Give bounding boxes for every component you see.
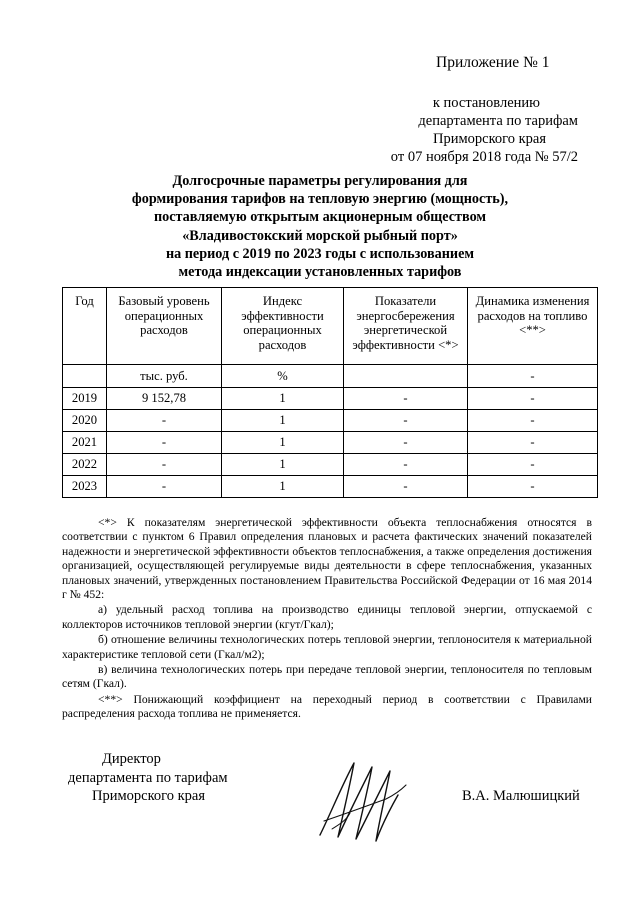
table-cell: - (468, 388, 598, 410)
table-cell: - (468, 432, 598, 454)
appendix-ref-line: от 07 ноября 2018 года № 57/2 (390, 149, 578, 165)
table-cell: - (344, 476, 468, 498)
footnote-paragraph: а) удельный расход топлива на производство единицы тепловой энергии, отпускаемой с коллекторов источников тепловой энергии (кгут/Гкал); (62, 603, 592, 631)
appendix-ref-line: к постановлению (432, 95, 540, 111)
table-header-row (63, 288, 598, 365)
appendix-title: Приложение № 1 (436, 54, 550, 71)
year-cell: 2020 (63, 410, 107, 432)
signatory-position (68, 750, 228, 806)
unit-cell (63, 365, 107, 388)
footnote-paragraph: <**> Понижающий коэффициент на переходный период в соответствии с Правилами распределения расхода топлива не применяется. (62, 692, 592, 721)
unit-cell: % (222, 365, 344, 388)
footnote-paragraph: <*> К показателям энергетической эффективности объекта теплоснабжения относятся в соответствии с пунктом 6 Правил определения плановых и расчета фактических значений показателей надежности и энергетической эффективности объектов теплоснабжения, а также определения достижения организацией, осуществляющей регулируемые виды деятельности в сфере теплоснабжения, указанных плановых значений, утвержденных постановлением Правительства Российской Федерации от 16 мая 2014 г № 452: (62, 516, 592, 602)
table-cell: - (344, 432, 468, 454)
position-line: Директор (102, 751, 161, 767)
title-line: метода индексации установленных тарифов (178, 264, 462, 281)
title-line: формирования тарифов на тепловую энергию (мощность), (131, 191, 509, 208)
table-cell: 9 152,78 (107, 388, 222, 410)
table-row (63, 432, 598, 454)
table-units-row (63, 365, 598, 388)
unit-cell: тыс. руб. (107, 365, 222, 388)
document-title (70, 172, 570, 281)
year-cell: 2023 (63, 476, 107, 498)
appendix-reference (391, 94, 578, 166)
footnote-paragraph: б) отношение величины технологических потерь тепловой энергии, теплоносителя к материальной характеристике тепловой сети (Гкал/м2); (62, 633, 592, 661)
header-year: Год (63, 288, 107, 365)
table-cell: 1 (222, 388, 344, 410)
appendix-ref-line: департамента по тарифам (418, 113, 578, 129)
header-efficiency-index: Индекс эффективности операционных расходов (222, 288, 344, 365)
position-line: департамента по тарифам (68, 769, 228, 786)
unit-cell: - (468, 365, 598, 388)
table-cell: 1 (222, 410, 344, 432)
title-line: Долгосрочные параметры регулирования для (172, 173, 468, 189)
header-energy-saving: Показатели энергосбережения энергетической эффективности <*> (344, 288, 468, 365)
year-cell: 2021 (63, 432, 107, 454)
table-row (63, 454, 598, 476)
table-row (63, 476, 598, 498)
table-cell: - (107, 476, 222, 498)
table-cell: 1 (222, 432, 344, 454)
title-line: на период с 2019 по 2023 годы с использованием (165, 245, 475, 262)
title-line: поставляемую открытым акционерным обществом (153, 209, 487, 226)
table-cell: 1 (222, 476, 344, 498)
table-cell: - (468, 410, 598, 432)
header-base-opex: Базовый уровень операционных расходов (107, 288, 222, 365)
signatory-name: В.А. Малюшицкий (462, 788, 580, 804)
table-cell: - (107, 432, 222, 454)
footnotes (62, 516, 592, 723)
parameters-table (62, 287, 598, 498)
handwritten-signature (302, 755, 412, 850)
appendix-ref-line: Приморского края (432, 131, 546, 147)
table-cell: - (468, 454, 598, 476)
year-cell: 2019 (63, 388, 107, 410)
footnote-paragraph: в) величина технологических потерь при передаче тепловой энергии, теплоносителя по тепловым сетям (Гкал). (62, 663, 592, 691)
table-cell: - (107, 410, 222, 432)
table-cell: - (344, 410, 468, 432)
table-row (63, 410, 598, 432)
year-cell: 2022 (63, 454, 107, 476)
table-cell: 1 (222, 454, 344, 476)
unit-cell (344, 365, 468, 388)
table-cell: - (344, 454, 468, 476)
table-cell: - (468, 476, 598, 498)
table-cell: - (107, 454, 222, 476)
position-line: Приморского края (92, 788, 206, 804)
header-fuel-dynamics: Динамика изменения расходов на топливо <**> (468, 288, 598, 365)
title-line: «Владивостокский морской рыбный порт» (182, 227, 458, 244)
table-row (63, 388, 598, 410)
table-cell: - (344, 388, 468, 410)
